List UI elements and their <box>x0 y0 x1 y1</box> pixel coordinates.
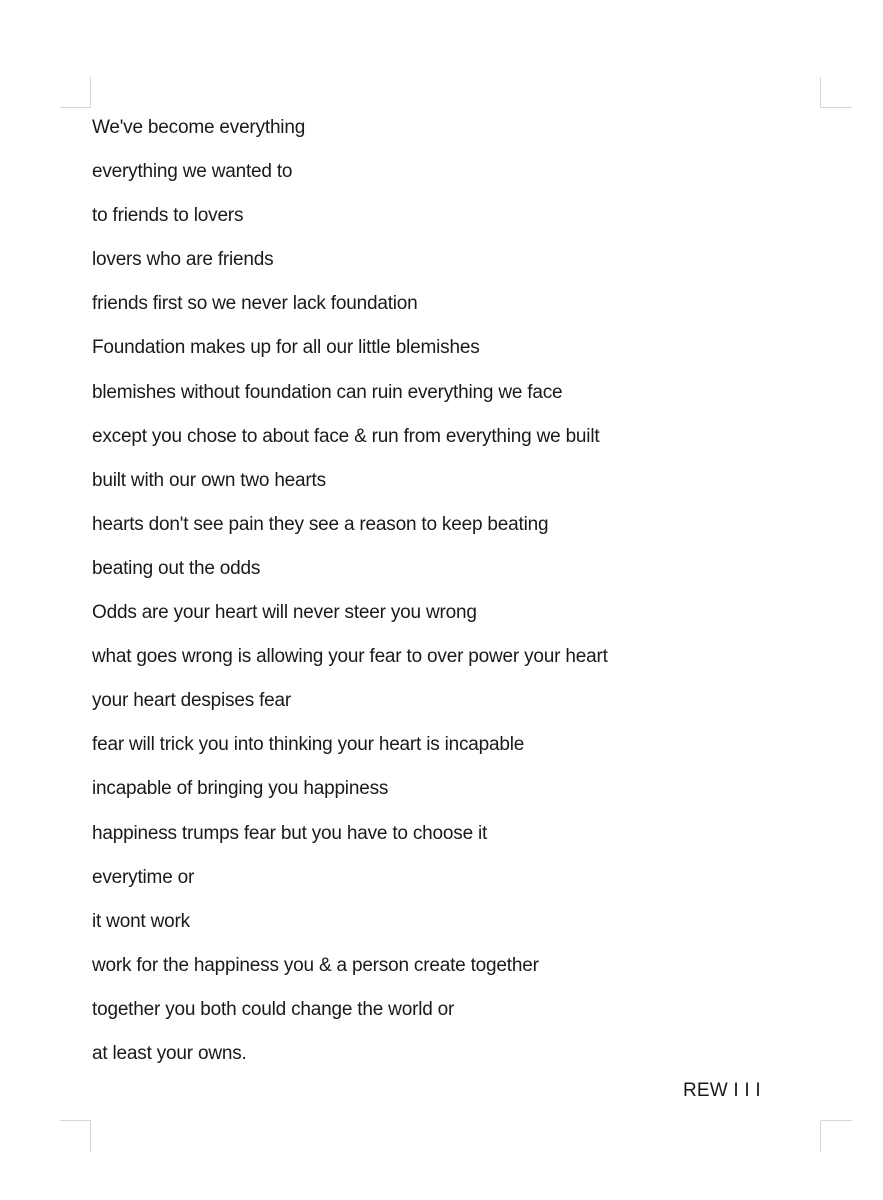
poem-line: everything we wanted to <box>92 161 293 183</box>
margin-mark-bottom-left-vertical <box>90 1121 91 1152</box>
poem-line: together you both could change the world or <box>92 998 455 1020</box>
poem-line: work for the happiness you & a person create together <box>92 954 539 976</box>
poem-line: happiness trumps fear but you have to choose it <box>92 822 488 844</box>
poem-line: what goes wrong is allowing your fear to over power your heart <box>92 646 608 668</box>
poem-line: friends first so we never lack foundation <box>92 293 418 315</box>
margin-mark-top-right-vertical <box>820 77 821 108</box>
poem-line: it wont work <box>92 910 190 932</box>
poem-line: hearts don't see pain they see a reason to keep beating <box>92 513 549 535</box>
poem-line: We've become everything <box>92 117 306 138</box>
author-signature: REW I I I <box>683 1080 761 1101</box>
margin-mark-bottom-right-vertical <box>820 1121 821 1152</box>
poem-line: your heart despises fear <box>92 690 292 712</box>
poem-line: Odds are your heart will never steer you wrong <box>92 602 477 624</box>
poem-line: blemishes without foundation can ruin everything we face <box>92 381 563 403</box>
margin-mark-top-left-vertical <box>90 77 91 108</box>
poem-line: Foundation makes up for all our little blemishes <box>92 337 480 359</box>
poem-line: at least your owns. <box>92 1042 247 1064</box>
margin-mark-bottom-right-horizontal <box>821 1120 852 1121</box>
poem-line: lovers who are friends <box>92 249 274 271</box>
poem-line: everytime or <box>92 866 195 888</box>
margin-mark-bottom-left-horizontal <box>60 1120 91 1121</box>
poem-line: to friends to lovers <box>92 205 244 227</box>
margin-mark-top-left-horizontal <box>60 107 91 108</box>
poem-line: beating out the odds <box>92 557 261 579</box>
poem-line: built with our own two hearts <box>92 469 326 491</box>
margin-mark-top-right-horizontal <box>821 107 852 108</box>
poem-line: fear will trick you into thinking your heart is incapable <box>92 734 525 756</box>
poem-body <box>92 106 608 1076</box>
poem-line: except you chose to about face & run from everything we built <box>92 425 600 447</box>
poem-line: incapable of bringing you happiness <box>92 778 389 800</box>
